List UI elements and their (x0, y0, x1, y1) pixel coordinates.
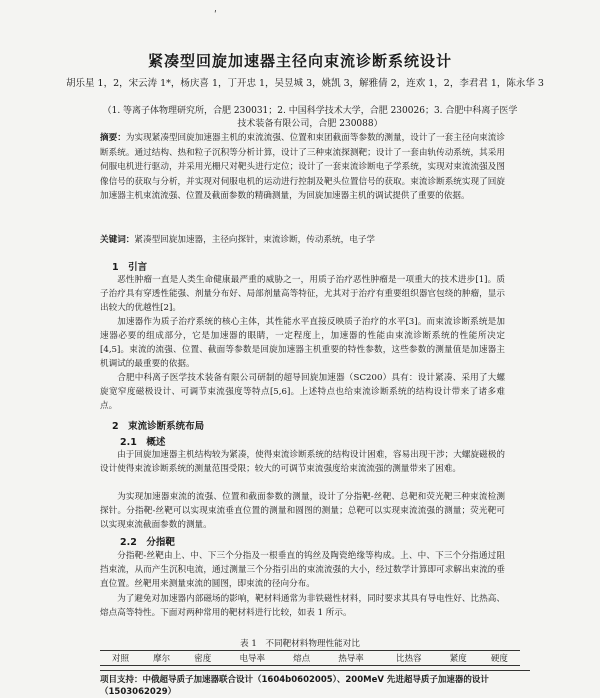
section-2-2-heading: 2.2 分指靶 (120, 537, 175, 548)
section-1-heading: 1 引言 (112, 262, 148, 273)
affiliation: （1. 等离子体物理研究所，合肥 230031；2. 中国科学技术大学，合肥 230026；3. 合肥中科离子医学技术装备有限公司，合肥 230088） (102, 106, 518, 129)
section-2-para-4: 为了避免对加速器内部磁场的影响，靶材料通常为非铁磁性材料，同时要求其具有导电性好、比热高、熔点高等特性。下面对两种常用的靶材料进行比较，如表 1 所示。 (100, 594, 505, 618)
section-2-heading: 2 束流诊断系统布局 (112, 421, 205, 432)
table-1-caption: 表 1 不同靶材料物理性能对比 (240, 639, 360, 649)
section-2-para-2: 为实现加速器束流的流强、位置和截面参数的测量，设计了分指靶-丝靶、总靶和荧光靶三种束流检测探针。分指靶-丝靶可以实现束流垂直位置的测量和圆图的测量；总靶可以实现束流流强的测量；荧光靶可以实现束流截面参数的测量。 (100, 492, 505, 530)
abstract-label: 摘要： (100, 133, 126, 143)
table-header-cell: 摩尔 (153, 654, 171, 664)
section-2-para-3: 分指靶-丝靶由上、中、下三个分指及一根垂直的钨丝及陶瓷绝缘等构成。上、中、下三个分指通过阻挡束流，从而产生沉积电流，通过测量三个分指引出的束流流强的大小，经过数学计算即可求解出束流的垂直位置。丝靶用来测量束流的圆图，即束流的径向分布。 (100, 551, 505, 589)
keywords-text: 紧凑型回旋加速器，主径向探针，束流诊断，传动系统，电子学 (134, 235, 376, 245)
keywords-label: 关键词： (100, 235, 135, 245)
paper-title: 紧凑型回旋加速器主径向束流诊断系统设计 (147, 52, 452, 70)
table-header-cell: 紧度 (449, 654, 467, 664)
table-header-cell: 熔点 (293, 654, 311, 664)
table-header-cell: 对照 (112, 654, 130, 664)
section-1-para-2: 加速器作为质子治疗系统的核心主体，其性能水平直接反映质子治疗的水平[3]。而束流诊断系统是加速器必要的组成部分，它是加速器的眼睛，一定程度上，加速器的性能由束流诊断系统的性能所决定[4,5]。束流的流强、位置、截面等参数是回旋加速器主机重要的特性参数，这些参数的测量值是加速器主机调试的最重要的依据。 (100, 317, 505, 369)
section-1-para-1: 恶性肿瘤一直是人类生命健康最严重的威胁之一，用质子治疗恶性肿瘤是一项重大的技术进步[1]。质子治疗具有穿透性能强、剂量分布好、局部剂量高等特征，尤其对于治疗有重要组织器官包绕的肿瘤，显示出较大的优越性[2]。 (100, 275, 505, 313)
section-2-para-1: 由于回旋加速器主机结构较为紧凑，使得束流诊断系统的结构设计困难，容易出现干涉；大螺旋磁极的设计使得束流诊断系统的测量范围受限；较大的可调节束流强度给束流流强的测量带来了困难。 (100, 450, 505, 474)
table-1 (100, 650, 520, 666)
scan-mark: ʹ (214, 10, 217, 21)
keywords (100, 233, 505, 247)
abstract-text: 为实现紧凑型回旋加速器主机的束流流强、位置和束团截面等参数的测量，设计了一套主径向束流诊断系统。通过结构、热和粒子沉积等分析计算，设计了三种束流探测靶；设计了一套由轨传动系统，其采用伺服电机进行驱动，并采用光栅尺对靶头进行定位；设计了一套束流诊断电子学系统，实现对束流流强及图像信号的获取与分析，并实现对伺服电机的运动进行控制及靶头位置信号的获取。束流诊断系统实现了回旋加速器主机束流流强、位置及截面参数的精确测量，为回旋加速器主机的调试提供了重要的依据。 (100, 133, 505, 201)
abstract (100, 131, 505, 204)
section-2-1-heading: 2.1 概述 (120, 437, 166, 448)
funding-footnote: 项目支持：中俄超导质子加速器联合设计（1604b0602005）、200MeV 先进超导质子加速器的设计（1503062029） (100, 670, 530, 698)
table-header-cell: 电导率 (239, 654, 265, 664)
table-header-row (100, 651, 520, 666)
table-header-cell: 硬度 (490, 654, 508, 664)
author-list: 胡乐星 1，2，宋云涛 1*，杨庆喜 1，丁开忠 1，吴昱城 3，姚凯 3，解雅倩 2，连欢 1，2，李君君 1，陈永华 3 (66, 78, 544, 89)
table-header-cell: 热导率 (338, 654, 364, 664)
section-1-para-3: 合肥中科离子医学技术装备有限公司研制的超导回旋加速器（SC200）具有：设计紧凑、采用了大螺旋宽窄度磁极设计、可调节束流强度等特点[5,6]。上述特点也给束流诊断系统的结构设计带来了诸多难点。 (100, 373, 505, 411)
table-header-cell: 比热容 (396, 654, 422, 664)
table-header-cell: 密度 (194, 654, 212, 664)
